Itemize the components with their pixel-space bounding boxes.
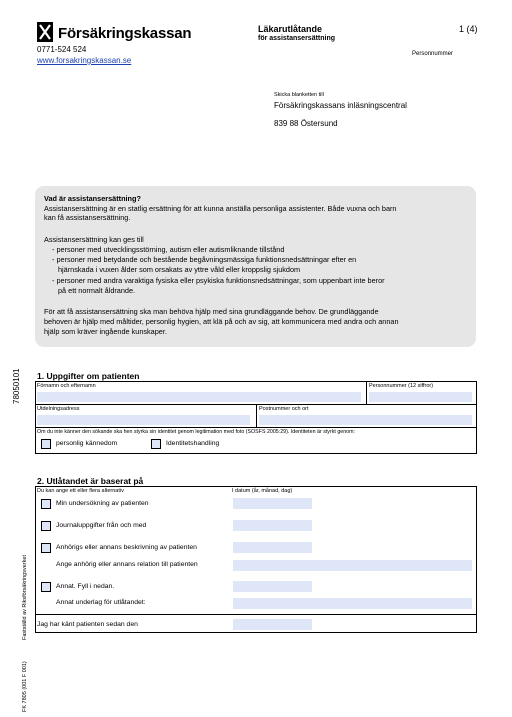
info-p3-line3: hjälp som kräver ingående kunskaper. bbox=[44, 327, 167, 336]
info-bullet-3-line2: på ett normalt åldrande. bbox=[58, 286, 136, 295]
section2-left-border bbox=[35, 486, 36, 632]
row-border bbox=[35, 614, 477, 615]
section2-top-border bbox=[35, 486, 477, 487]
journal-label: Journaluppgifter från och med bbox=[56, 522, 147, 529]
section2-right-border bbox=[476, 486, 477, 632]
id-document-checkbox[interactable] bbox=[151, 439, 161, 449]
pnr-label: Personnummer (12 siffror) bbox=[369, 383, 434, 389]
id-document-label: Identitetshandling bbox=[166, 440, 220, 447]
id-note: Om du inte känner den sökande ska hen styrka sin identitet genom legitimation med foto (SOSFS 2005:29). Identiteten är styrkt genom: bbox=[37, 429, 355, 435]
logo-mark-icon bbox=[37, 22, 53, 42]
postal-label: Postnummer och ort bbox=[259, 406, 309, 412]
form-subtitle: för assistansersättning bbox=[258, 35, 336, 42]
postal-field[interactable] bbox=[259, 415, 472, 425]
send-to-address: 839 88 Östersund bbox=[274, 119, 338, 128]
other-basis-field[interactable] bbox=[233, 598, 472, 609]
other-basis-label: Annat underlag för utlåtandet: bbox=[56, 599, 146, 606]
date-label: I datum (år, månad, dag) bbox=[232, 488, 293, 494]
section1-right-border bbox=[476, 381, 477, 453]
pnr-field[interactable] bbox=[369, 392, 472, 402]
send-to-label: Skicka blanketten till bbox=[274, 92, 324, 98]
personal-knowledge-label: personlig kännedom bbox=[56, 440, 118, 447]
relative-description-checkbox[interactable] bbox=[41, 543, 51, 553]
section1-divider bbox=[366, 381, 367, 404]
relative-description-label: Anhörigs eller annans beskrivning av patienten bbox=[56, 544, 197, 551]
address-divider bbox=[256, 404, 257, 427]
section1-left-border bbox=[35, 381, 36, 453]
info-p3-line2: behoven är hjälp med måltider, personlig hygien, att klä på och av sig, att kommunicera med andra och annan bbox=[44, 317, 399, 326]
other-checkbox[interactable] bbox=[41, 582, 51, 592]
info-p2: Assistansersättning kan ges till bbox=[44, 235, 144, 244]
relative-description-date-field[interactable] bbox=[233, 542, 312, 553]
section1-top-border bbox=[35, 381, 477, 382]
page-number: 1 (4) bbox=[459, 24, 478, 34]
info-bullet-2-line2: hjärnskada i vuxen ålder som orsakats av yttre våld eller kroppslig sjukdom bbox=[58, 265, 301, 274]
info-p1-line1: Assistansersättning är en statlig ersättning för att kunna anställa personliga assistenter. Både vuxna och barn bbox=[44, 204, 397, 213]
info-bullet-3-line1: - personer med andra varaktiga fysiska eller psykiska funktionsnedsättningar, som uppenbart inte beror bbox=[52, 276, 385, 285]
form-title: Läkarutlåtande bbox=[258, 24, 323, 34]
form-approval: Fastställd av Riksförsäkringsverket bbox=[22, 555, 28, 640]
info-p1-line2: kan få assistansersättning. bbox=[44, 213, 131, 222]
info-title: Vad är assistansersättning? bbox=[44, 194, 141, 203]
name-label: Förnamn och efternamn bbox=[37, 383, 96, 389]
send-to-name: Försäkringskassans inläsningscentral bbox=[274, 101, 407, 110]
section2-title: 2. Utlåtandet är baserat på bbox=[37, 476, 144, 486]
own-examination-label: Min undersökning av patienten bbox=[56, 500, 149, 507]
relation-label: Ange anhörig eller annans relation till patienten bbox=[56, 561, 198, 568]
address-field[interactable] bbox=[37, 415, 250, 425]
personal-knowledge-checkbox[interactable] bbox=[41, 439, 51, 449]
info-bullet-2-line1: - personer med betydande och bestående begåvningsmässiga funktionsnedsättningar efter en bbox=[52, 255, 357, 264]
form-number: FK 7805 (001 F 001) bbox=[22, 661, 28, 712]
section2-bottom-border bbox=[35, 632, 477, 633]
multi-option-label: Du kan ange ett eller flera alternativ bbox=[37, 488, 124, 494]
known-since-label: Jag har känt patienten sedan den bbox=[37, 621, 138, 628]
website-link[interactable]: www.forsakringskassan.se bbox=[37, 56, 132, 65]
own-examination-checkbox[interactable] bbox=[41, 499, 51, 509]
name-field[interactable] bbox=[37, 392, 361, 402]
journal-date-field[interactable] bbox=[233, 520, 312, 531]
info-bullet-1: - personer med utvecklingsstörning, autism eller autismliknande tillstånd bbox=[52, 245, 285, 254]
other-date-field[interactable] bbox=[233, 581, 312, 592]
phone-number: 0771-524 524 bbox=[37, 45, 87, 54]
section1-title: 1. Uppgifter om patienten bbox=[37, 371, 140, 381]
relation-field[interactable] bbox=[233, 560, 472, 571]
info-p3-line1: För att få assistansersättning ska man behöva hjälp med sina grundläggande behov. De grundläggande bbox=[44, 307, 379, 316]
form-code: 78050101 bbox=[12, 368, 21, 404]
logo-text: Försäkringskassan bbox=[58, 25, 192, 42]
row-border bbox=[35, 427, 477, 428]
address-label: Utdelningsadress bbox=[37, 406, 80, 412]
section1-bottom-border bbox=[35, 453, 477, 454]
personnummer-label: Personnummer bbox=[412, 51, 454, 57]
other-label: Annat. Fyll i nedan. bbox=[56, 583, 115, 590]
known-since-field[interactable] bbox=[233, 619, 312, 630]
own-examination-date-field[interactable] bbox=[233, 498, 312, 509]
journal-checkbox[interactable] bbox=[41, 521, 51, 531]
